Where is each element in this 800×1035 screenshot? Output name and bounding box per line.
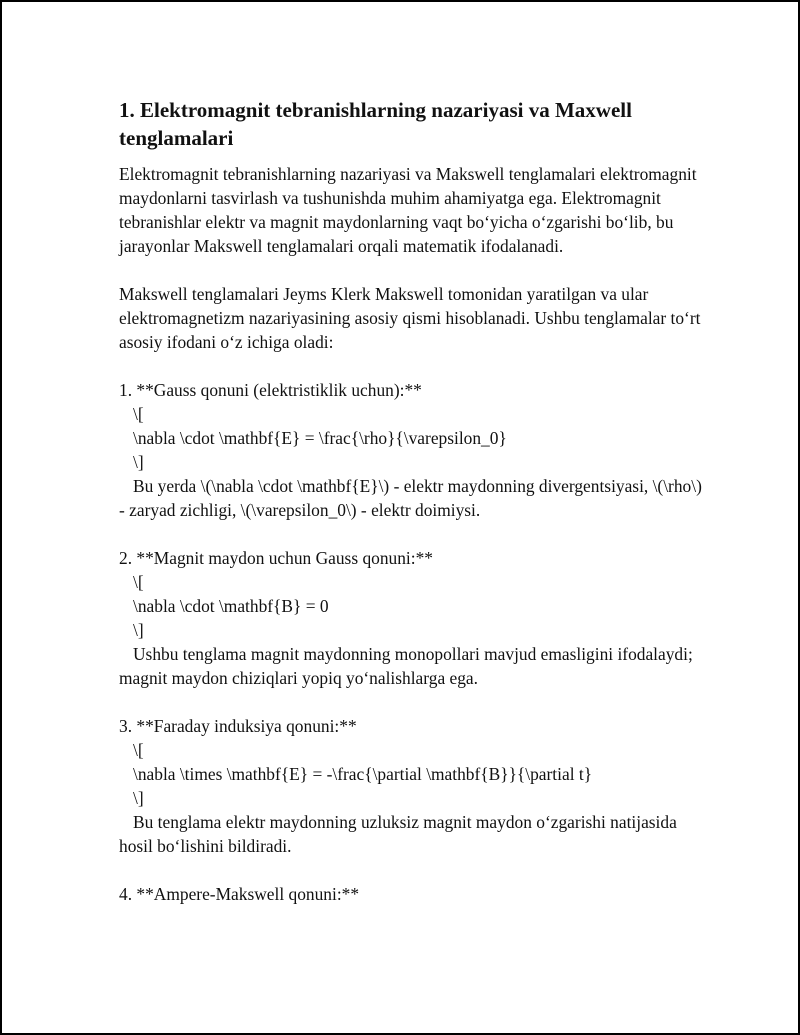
equation-title: 2. **Magnit maydon uchun Gauss qonuni:** xyxy=(119,548,433,568)
equation-title: 1. **Gauss qonuni (elektristiklik uchun):** xyxy=(119,380,422,400)
equation-title: 3. **Faraday induksiya qonuni:** xyxy=(119,716,357,736)
equation-item-gauss xyxy=(119,378,709,522)
equation-item-magnetic-gauss xyxy=(119,546,709,690)
equation-item-faraday xyxy=(119,714,709,858)
section-heading: 1. Elektromagnit tebranishlarning nazariyasi va Maxwell tenglamalari xyxy=(119,98,632,150)
equations-intro-paragraph: Makswell tenglamalari Jeyms Klerk Makswell tomonidan yaratilgan va ular elektromagnetizm nazariyasining asosiy qismi hisoblanadi. Ushbu tenglamalar to‘rt asosiy ifodani o‘z ichiga oladi: xyxy=(119,284,701,352)
equation-formula: \nabla \times \mathbf{E} = -\frac{\partial \mathbf{B}}{\partial t} xyxy=(133,764,593,784)
equation-close-delimiter: \] xyxy=(133,452,144,472)
equation-close-delimiter: \] xyxy=(133,788,144,808)
equation-description: Bu tenglama elektr maydonning uzluksiz magnit maydon o‘zgarishi natijasida hosil bo‘lishini bildiradi. xyxy=(119,812,677,856)
equation-formula: \nabla \cdot \mathbf{E} = \frac{\rho}{\varepsilon_0} xyxy=(133,428,507,448)
equation-title-ampere: 4. **Ampere-Makswell qonuni:** xyxy=(119,884,360,904)
equation-open-delimiter: \[ xyxy=(133,572,144,592)
document-content xyxy=(119,96,709,906)
equation-formula: \nabla \cdot \mathbf{B} = 0 xyxy=(133,596,329,616)
equation-open-delimiter: \[ xyxy=(133,404,144,424)
equation-description: Bu yerda \(\nabla \cdot \mathbf{E}\) - elektr maydonning divergentsiyasi, \(\rho\) - zaryad zichligi, \(\varepsilon_0\) - elektr doimiysi. xyxy=(119,476,702,520)
equation-close-delimiter: \] xyxy=(133,620,144,640)
equation-open-delimiter: \[ xyxy=(133,740,144,760)
intro-paragraph: Elektromagnit tebranishlarning nazariyasi va Makswell tenglamalari elektromagnit maydonlarni tasvirlash va tushunishda muhim ahamiyatga ega. Elektromagnit tebranishlar elektr va magnit maydonlarning vaqt bo‘yicha o‘zgarishi bo‘lib, bu jarayonlar Makswell tenglamalari orqali matematik ifodalanadi. xyxy=(119,164,697,256)
equation-description: Ushbu tenglama magnit maydonning monopollari mavjud emasligini ifodalaydi; magnit maydon chiziqlari yopiq yo‘nalishlarga ega. xyxy=(119,644,693,688)
